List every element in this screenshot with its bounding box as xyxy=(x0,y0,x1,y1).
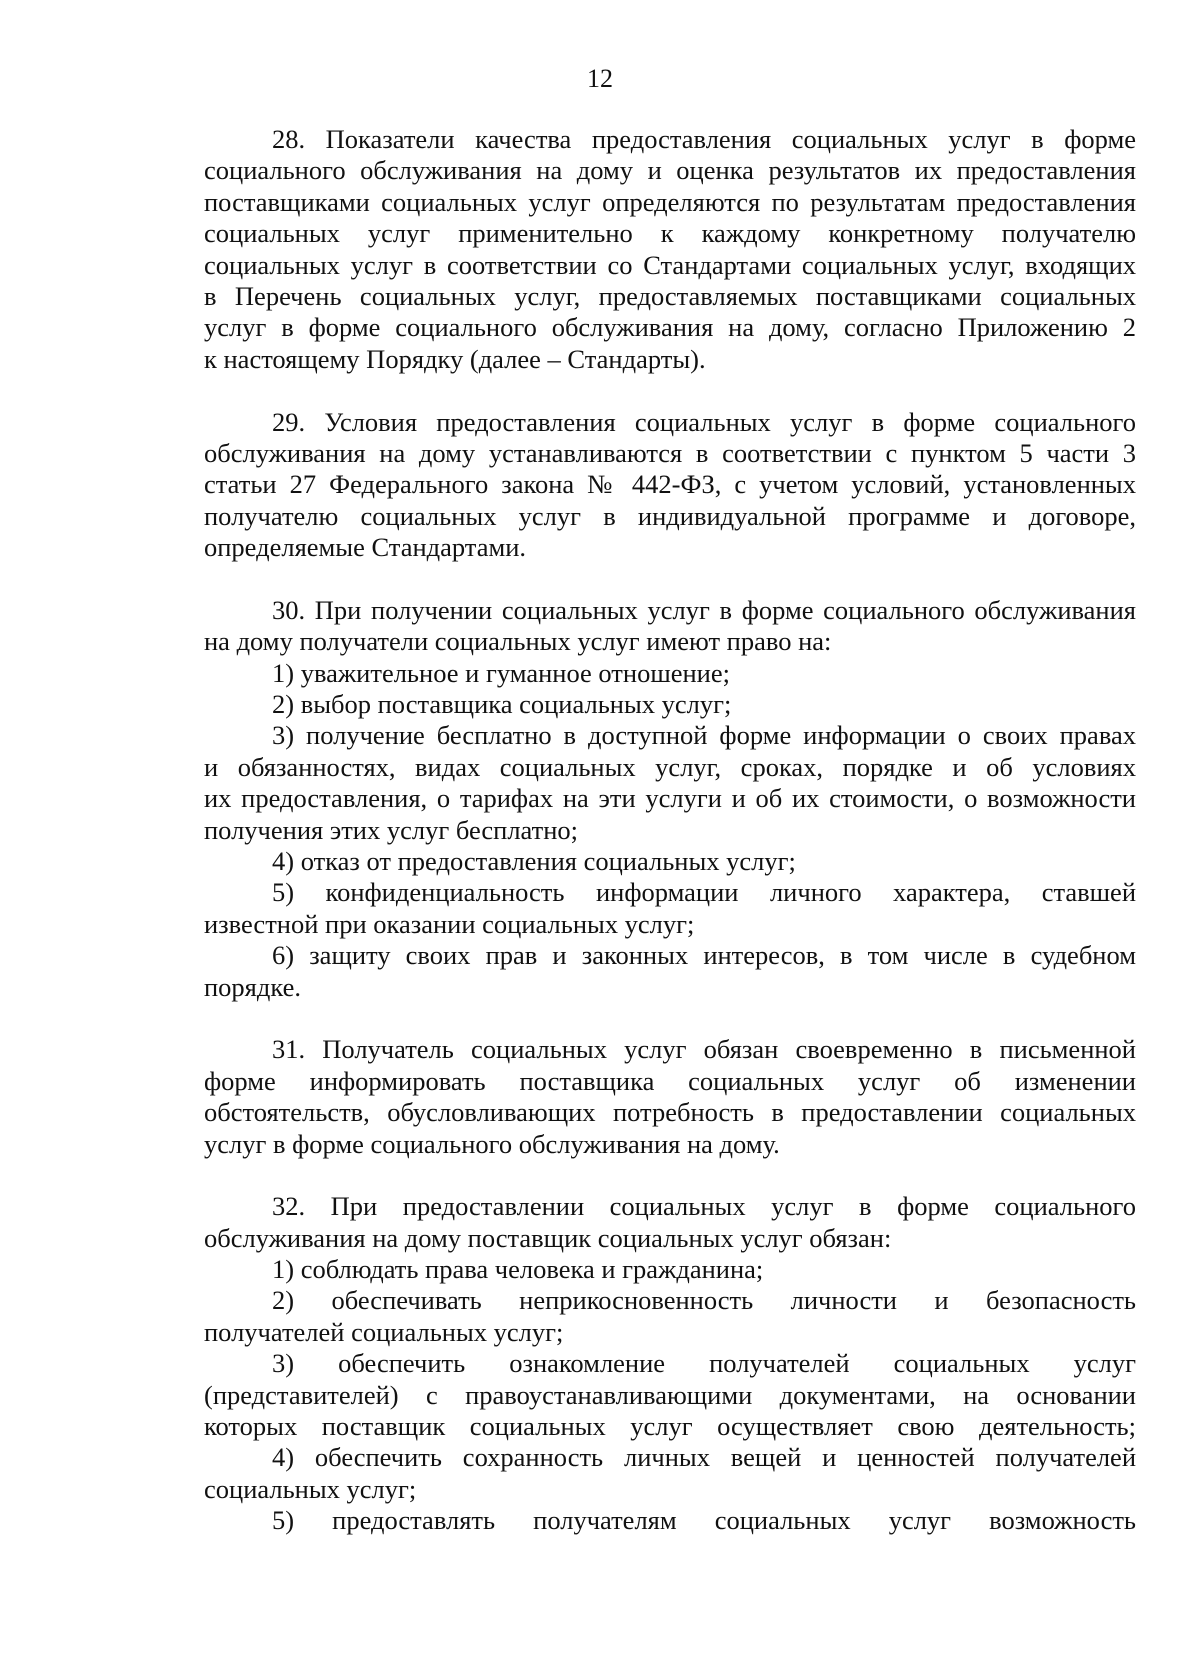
paragraph-gap xyxy=(204,1160,1136,1191)
text-line: их предоставления, о тарифах на эти услуги и об их стоимости, о возможности xyxy=(204,783,1136,814)
text-line: услуг в форме социального обслуживания на дому, согласно Приложению 2 xyxy=(204,312,1136,343)
text-line: обслуживания на дому устанавливаются в соответствии с пунктом 5 части 3 xyxy=(204,437,1136,468)
text-line: 28. Показатели качества предоставления социальных услуг в форме xyxy=(272,124,1136,154)
page-number: 12 xyxy=(587,64,613,93)
text-line: в Перечень социальных услуг, предоставляемых поставщиками социальных xyxy=(204,280,1136,311)
text-line: социальных услуг; xyxy=(204,1473,417,1504)
text-line: к настоящему Порядку (далее – Стандарты). xyxy=(204,343,706,374)
paragraph xyxy=(204,595,1136,1003)
text-line: социального обслуживания на дому и оценка результатов их предоставления xyxy=(204,155,1136,186)
text-line: 29. Условия предоставления социальных услуг в форме социального xyxy=(272,406,1136,437)
text-line: 2) обеспечивать неприкосновенность личности и безопасность xyxy=(272,1285,1136,1316)
text-line: получателю социальных услуг в индивидуальной программе и договоре, xyxy=(204,500,1136,531)
text-line: 6) защиту своих прав и законных интересов, в том числе в судебном xyxy=(272,940,1136,971)
paragraph xyxy=(204,1034,1136,1160)
text-line: которых поставщик социальных услуг осуществляет свою деятельность; xyxy=(204,1411,1136,1442)
text-line: 5) конфиденциальность информации личного характера, ставшей xyxy=(272,877,1136,908)
paragraph xyxy=(204,407,1136,564)
text-line: 2) выбор поставщика социальных услуг; xyxy=(272,689,732,720)
text-line: 3) получение бесплатно в доступной форме информации о своих правах xyxy=(272,720,1136,751)
text-line: 3) обеспечить ознакомление получателей социальных услуг xyxy=(272,1348,1136,1379)
paragraph-gap xyxy=(204,563,1136,594)
text-line: 1) соблюдать права человека и гражданина; xyxy=(272,1254,764,1285)
text-line: 4) отказ от предоставления социальных услуг; xyxy=(272,845,796,876)
paragraph-gap xyxy=(204,375,1136,406)
text-line: получателей социальных услуг; xyxy=(204,1316,564,1347)
text-line: 30. При получении социальных услуг в форме социального обслуживания xyxy=(272,594,1136,625)
text-line: услуг в форме социального обслуживания на дому. xyxy=(204,1128,780,1159)
text-line: статьи 27 Федерального закона № 442-ФЗ, с учетом условий, установленных xyxy=(204,469,1136,500)
text-line: определяемые Стандартами. xyxy=(204,532,527,563)
text-line: обслуживания на дому поставщик социальных услуг обязан: xyxy=(204,1222,892,1253)
text-line: поставщиками социальных услуг определяются по результатам предоставления xyxy=(204,186,1136,217)
text-line: 32. При предоставлении социальных услуг в форме социального xyxy=(272,1191,1136,1222)
text-line: известной при оказании социальных услуг; xyxy=(204,908,695,939)
text-line: и обязанностях, видах социальных услуг, сроках, порядке и об условиях xyxy=(204,751,1136,782)
paragraph-gap xyxy=(204,1003,1136,1034)
text-line: 31. Получатель социальных услуг обязан своевременно в письменной xyxy=(272,1034,1136,1065)
paragraph xyxy=(204,124,1136,375)
text-line: 4) обеспечить сохранность личных вещей и ценностей получателей xyxy=(272,1442,1136,1473)
document-body xyxy=(204,124,1136,1537)
text-line: 5) предоставлять получателям социальных услуг возможность xyxy=(272,1505,1136,1536)
text-line: обстоятельств, обусловливающих потребность в предоставлении социальных xyxy=(204,1097,1136,1128)
text-line: (представителей) с правоустанавливающими документами, на основании xyxy=(204,1379,1136,1410)
text-line: 1) уважительное и гуманное отношение; xyxy=(272,657,730,688)
text-line: форме информировать поставщика социальных услуг об изменении xyxy=(204,1065,1136,1096)
text-line: на дому получатели социальных услуг имеют право на: xyxy=(204,626,832,657)
text-line: социальных услуг в соответствии со Стандартами социальных услуг, входящих xyxy=(204,249,1136,280)
text-line: социальных услуг применительно к каждому конкретному получателю xyxy=(204,218,1136,249)
paragraph xyxy=(204,1191,1136,1536)
text-line: получения этих услуг бесплатно; xyxy=(204,814,578,845)
text-line: порядке. xyxy=(204,971,301,1002)
